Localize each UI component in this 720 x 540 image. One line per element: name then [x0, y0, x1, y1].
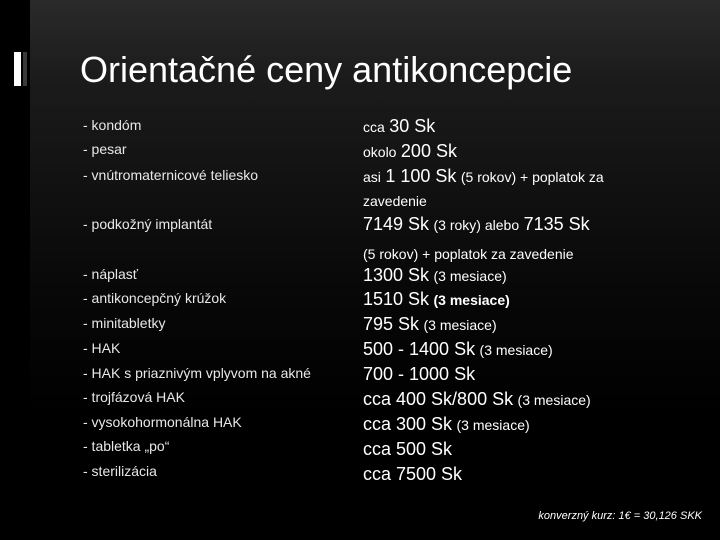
item-price-diaphragm: okolo 200 Sk — [363, 141, 457, 161]
item-label-sterilization: - sterilizácia — [83, 463, 157, 479]
slide-title: Orientačné ceny antikoncepcie — [80, 49, 573, 90]
item-price-implant-cont: (5 rokov) + poplatok za zavedenie — [363, 246, 574, 262]
item-label-triphasic: - trojfázová HAK — [83, 389, 185, 405]
item-price-implant: 7149 Sk (3 roky) alebo 7135 Sk — [363, 214, 590, 234]
accent-bar — [14, 52, 21, 86]
item-price-high-dose: cca 300 Sk (3 mesiace) — [363, 414, 530, 434]
item-price-triphasic: cca 400 Sk/800 Sk (3 mesiace) — [363, 389, 591, 409]
item-price-condom: cca 30 Sk — [363, 116, 436, 136]
item-price-sterilization: cca 7500 Sk — [363, 464, 463, 484]
item-label-ring: - antikoncepčný krúžok — [83, 290, 227, 306]
item-label-morning-after: - tabletka „po“ — [83, 438, 170, 454]
item-price-hak-acne: 700 - 1000 Sk — [363, 364, 476, 384]
item-price-ring: 1510 Sk (3 mesiace) — [363, 289, 510, 309]
item-label-diaphragm: - pesar — [83, 141, 127, 157]
item-label-condom: - kondóm — [83, 117, 142, 133]
item-price-minipill: 795 Sk (3 mesiace) — [363, 314, 497, 334]
item-label-patch: - náplasť — [83, 266, 139, 282]
accent-bar-shadow — [23, 52, 27, 86]
item-label-high-dose: - vysokohormonálna HAK — [83, 414, 242, 430]
item-price-hak: 500 - 1400 Sk (3 mesiace) — [363, 339, 553, 359]
item-label-hak-acne: - HAK s priaznivým vplyvom na akné — [83, 365, 311, 381]
item-label-implant: - podkožný implantát — [83, 216, 213, 232]
exchange-rate-note: konverzný kurz: 1€ = 30,126 SKK — [538, 510, 702, 522]
item-label-iud: - vnútromaternicové teliesko — [83, 167, 259, 183]
item-price-morning-after: cca 500 Sk — [363, 439, 453, 459]
item-price-iud: asi 1 100 Sk (5 rokov) + poplatok za — [363, 166, 604, 186]
item-label-hak: - HAK — [83, 340, 121, 356]
item-price-patch: 1300 Sk (3 mesiace) — [363, 265, 507, 285]
item-label-minipill: - minitabletky — [83, 315, 166, 331]
item-price-iud-cont: zavedenie — [363, 193, 427, 209]
